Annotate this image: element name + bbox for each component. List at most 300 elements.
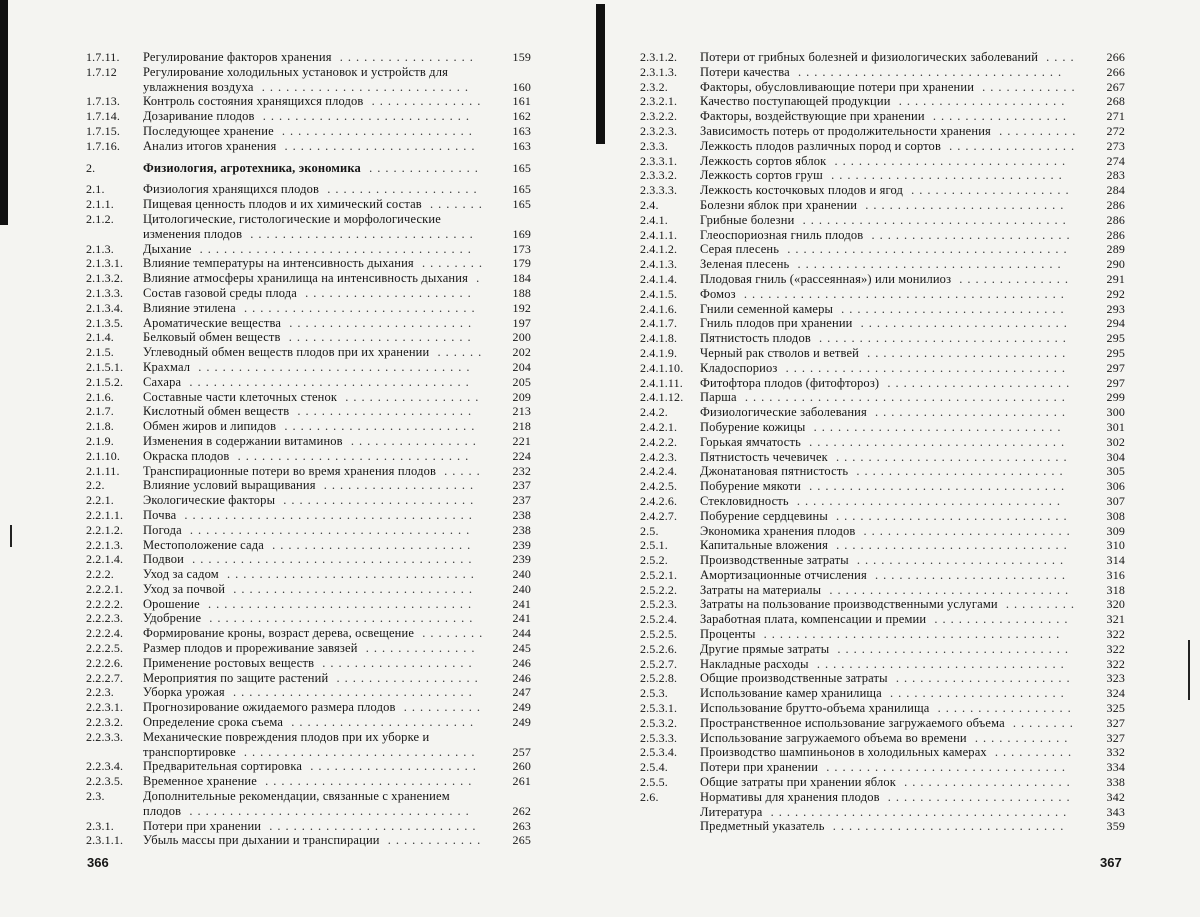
toc-entry-number: 2.4.2.3. [640, 449, 678, 464]
toc-entry-body [700, 450, 1125, 465]
toc-entry [640, 731, 1125, 746]
toc-entry-number: 2.2.3.2. [86, 715, 124, 730]
toc-entry [640, 612, 1125, 627]
toc-entry-number: 2.3.1. [86, 818, 114, 833]
toc-entry-page: 316 [1106, 567, 1125, 582]
toc-entry-body [143, 582, 531, 597]
toc-entry-page: 192 [512, 300, 531, 315]
toc-entry-number: 2.3.2.1. [640, 94, 678, 109]
toc-entry-body [700, 257, 1125, 272]
toc-entry-body [143, 611, 531, 626]
toc-entry-body [700, 686, 1125, 701]
toc-entry-number: 2.4.1.6. [640, 301, 678, 316]
toc-entry-number: 2.1.3.2. [86, 271, 124, 286]
toc-entry [86, 671, 531, 686]
toc-entry-page: 239 [512, 537, 531, 552]
toc-entry-body [143, 161, 531, 176]
toc-entry-title: Лежкость косточковых плодов и ягод [700, 183, 904, 198]
toc-entry-body [143, 124, 531, 139]
toc-entry-page: 241 [512, 611, 531, 626]
toc-entry-number: 2.5.3.4. [640, 745, 678, 760]
toc-entry [640, 790, 1125, 805]
toc-entry-body [700, 819, 1125, 834]
toc-leader-dots: .......................... [261, 818, 481, 833]
toc-entry-page: 204 [512, 359, 531, 374]
toc-entry-number: 2.3.2. [640, 79, 668, 94]
toc-entry [86, 641, 531, 656]
toc-entry-number: 2.4. [640, 197, 659, 212]
toc-entry [86, 656, 531, 671]
toc-leader-dots: ................................... [777, 360, 1070, 375]
toc-entry-number: 1.7.11. [86, 50, 120, 64]
toc-entry-title: Капитальные вложения [700, 538, 828, 553]
toc-leader-dots: ................................... [181, 522, 475, 537]
toc-leader-dots: ................................. [789, 257, 1066, 272]
toc-entry-number: 2.2.2. [86, 567, 114, 582]
toc-entry [640, 642, 1125, 657]
toc-entry-body [700, 65, 1125, 80]
toc-entry [640, 109, 1125, 124]
toc-entry [86, 182, 531, 197]
toc-entry-title: Побурение мякоти [700, 479, 801, 494]
toc-entry-page: 322 [1106, 627, 1125, 642]
toc-entry-body [143, 464, 531, 479]
toc-entry-page: 165 [512, 197, 531, 212]
toc-entry-title: Окраска плодов [143, 448, 230, 463]
toc-entry [86, 345, 531, 360]
toc-entry-title: Подвои [143, 552, 184, 567]
toc-entry-title: Орошение [143, 596, 200, 611]
toc-entry-body [143, 94, 531, 109]
toc-leader-dots: ............................ [242, 226, 478, 241]
toc-entry-number: 2.4.1.11. [640, 375, 683, 390]
toc-leader-dots: ................. [331, 50, 478, 64]
toc-entry-number: 2.4.2.1. [640, 419, 678, 434]
toc-entry [640, 390, 1125, 405]
toc-entry-number: 2.3.3.3. [640, 183, 678, 198]
toc-entry [86, 759, 531, 774]
toc-entry-page: 218 [512, 419, 531, 434]
toc-entry [86, 242, 531, 257]
toc-entry-number: 2.2.3.1. [86, 700, 124, 715]
toc-entry-title: Применение ростовых веществ [143, 655, 315, 670]
toc-entry-title: Почва [143, 507, 177, 522]
toc-leader-dots: ......................... [263, 537, 476, 552]
toc-entry [640, 346, 1125, 361]
toc-leader-dots: ....................... [283, 715, 479, 730]
toc-leader-dots: ........ [414, 626, 488, 641]
toc-leader-dots: ........................ [866, 405, 1071, 420]
toc-entry-body [143, 345, 531, 360]
toc-entry-page: 213 [512, 404, 531, 419]
toc-entry-title: Заработная плата, компенсации и премии [700, 612, 927, 627]
toc-leader-dots: ................................... [779, 242, 1072, 257]
toc-entry-title: Влияние условий выращивания [143, 478, 316, 493]
toc-entry-page: 268 [1106, 94, 1125, 109]
toc-leader-dots: ............................. [827, 508, 1072, 523]
toc-entry-number: 2.4.1.1. [640, 227, 678, 242]
toc-entry-page: 266 [1106, 64, 1125, 79]
toc-entry-title: Лежкость сортов яблок [700, 153, 827, 168]
toc-leader-dots: .......... [986, 745, 1077, 760]
toc-entry-number: 2.5.4. [640, 760, 668, 775]
toc-entry-page: 324 [1106, 686, 1125, 701]
toc-entry-page: 238 [512, 507, 531, 522]
toc-entry-page: 246 [512, 670, 531, 685]
toc-entry-page: 286 [1106, 227, 1125, 242]
toc-entry [86, 774, 531, 789]
toc-entry-number: 2.3. [86, 789, 105, 804]
toc-entry-page: 334 [1106, 760, 1125, 775]
toc-entry-page: 297 [1106, 375, 1125, 390]
toc-leader-dots: ................................. [789, 64, 1067, 79]
toc-entry-number: 2.4.1.7. [640, 316, 678, 331]
toc-entry-body [700, 346, 1125, 361]
toc-entry-body [700, 568, 1125, 583]
toc-entry-page: 239 [512, 552, 531, 567]
toc-leader-dots: ............................. [229, 448, 474, 463]
toc-leader-dots: ................... [315, 478, 479, 493]
toc-entry [640, 331, 1125, 346]
toc-leader-dots: ............................. [235, 300, 480, 315]
toc-entry-title: Уход за почвой [143, 581, 226, 596]
toc-entry [86, 256, 531, 271]
toc-entry-body [700, 553, 1125, 568]
toc-entry-number: 2.4.2.6. [640, 493, 678, 508]
toc-leader-dots: .......................... [852, 316, 1072, 331]
toc-leader-dots: .......................... [256, 774, 477, 789]
toc-entry-number: 2.5.2.3. [640, 597, 678, 612]
toc-entry-number: 2.4.1.5. [640, 286, 678, 301]
toc-entry-title: Лежкость сортов груш [700, 168, 823, 183]
toc-entry-title: Затраты на пользование производственными услугами [700, 597, 998, 612]
toc-leader-dots: ....... [421, 197, 487, 212]
toc-leader-dots: ...... [429, 345, 487, 360]
toc-entry-number: 2.2.3. [86, 685, 114, 700]
toc-leader-dots: ................................ [801, 479, 1070, 494]
toc-entry-page: 308 [1106, 508, 1125, 523]
toc-entry-page: 323 [1106, 671, 1125, 686]
toc-entry-page: 173 [512, 241, 531, 256]
toc-entry-title: Кислотный обмен веществ [143, 404, 290, 419]
toc-entry [86, 611, 531, 626]
toc-entry [86, 65, 531, 95]
toc-entry-page: 179 [512, 256, 531, 271]
toc-entry-title: Пространственное использование загружаемого объема [700, 715, 1005, 730]
toc-entry-number: 2.3.2.3. [640, 123, 678, 138]
toc-entry-page: 327 [1106, 730, 1125, 745]
toc-entry-body [143, 434, 531, 449]
toc-entry-title: Пятнистость чечевичек [700, 449, 828, 464]
toc-entry-page: 165 [512, 182, 531, 197]
toc-entry [640, 568, 1125, 583]
toc-entry-page: 301 [1106, 419, 1125, 434]
toc-entry-number: 1.7.12 [86, 64, 117, 79]
toc-entry-body [143, 597, 531, 612]
toc-entry-title: Проценты [700, 627, 756, 642]
toc-leader-dots: ........................ [276, 419, 480, 434]
toc-entry-title: Затраты на материалы [700, 582, 822, 597]
toc-entry-title: Прогнозирование ожидаемого размера плодов [143, 700, 396, 715]
toc-entry-title: Накладные расходы [700, 656, 809, 671]
toc-entry [86, 819, 531, 834]
toc-entry-body [700, 287, 1125, 302]
toc-entry-page: 286 [1106, 197, 1125, 212]
toc-entry-number: 2.5.1. [640, 538, 668, 553]
toc-entry-number: 2.3.3. [640, 138, 668, 153]
toc-entry-page: 297 [1106, 360, 1125, 375]
toc-entry-body [700, 213, 1125, 228]
toc-leader-dots: ................... [314, 655, 477, 670]
toc-entry-title: Пищевая ценность плодов и их химический состав [143, 197, 422, 212]
toc-entry-body [143, 552, 531, 567]
toc-entry [86, 212, 531, 242]
toc-entry [640, 538, 1125, 553]
toc-entry [640, 450, 1125, 465]
toc-entry-body [700, 671, 1125, 686]
toc-leader-dots: ........................ [866, 567, 1071, 582]
toc-entry-page: 163 [512, 123, 531, 138]
toc-entry-title: Физиология хранящихся плодов [143, 182, 320, 197]
toc-entry-number: 2.1.3.1. [86, 256, 124, 271]
toc-entry-body [700, 405, 1125, 420]
toc-entry-number: 1.7.14. [86, 109, 121, 124]
toc-entry [86, 493, 531, 508]
toc-entry [86, 161, 531, 176]
toc-entry-number: 2.5.2.4. [640, 612, 678, 627]
toc-entry-number: 2.4.2. [640, 405, 668, 420]
toc-entry-title: Погода [143, 522, 182, 537]
toc-entry-title: Другие прямые затраты [700, 641, 830, 656]
toc-leader-dots: ..... [436, 463, 485, 478]
toc-entry-body [143, 730, 531, 760]
toc-entry-page: 332 [1106, 745, 1125, 760]
toc-entry-page: 284 [1106, 183, 1125, 198]
toc-entry-title: Удобрение [143, 611, 202, 626]
toc-entry-number: 2.5.2. [640, 553, 668, 568]
toc-leader-dots: ............................. [827, 538, 1072, 553]
toc-entry [640, 701, 1125, 716]
toc-entry-body [700, 376, 1125, 391]
right-page [600, 0, 1200, 917]
toc-entry-body [143, 360, 531, 375]
toc-entry-title: Болезни яблок при хранении [700, 197, 858, 212]
toc-entry [640, 242, 1125, 257]
toc-entry-number: 2.2.1.4. [86, 552, 124, 567]
toc-entry [86, 124, 531, 139]
toc-leader-dots: ................................... [183, 552, 477, 567]
toc-leader-dots: ..................................... [755, 627, 1065, 642]
toc-entry-number: 2.5.3.2. [640, 715, 678, 730]
toc-entry-number: 2.2.1. [86, 493, 114, 508]
toc-entry [86, 360, 531, 375]
toc-entry-number: 2.1.5.2. [86, 374, 124, 389]
toc-leader-dots: ............ [966, 730, 1073, 745]
toc-entry-body [700, 390, 1125, 405]
toc-entry-number: 2.4.1. [640, 212, 668, 227]
toc-entry [640, 420, 1125, 435]
toc-entry-number: 2.2.2.7. [86, 670, 124, 685]
toc-leader-dots: ................. [337, 389, 484, 404]
toc-entry-body [700, 790, 1125, 805]
toc-entry [640, 50, 1125, 65]
toc-entry-title: Дозаривание плодов [143, 109, 255, 124]
toc-entry-body [143, 759, 531, 774]
toc-entry-number: 2.2.2.3. [86, 611, 124, 626]
toc-entry-title: Побурение сердцевины [700, 508, 828, 523]
toc-entry-number: 2.5.3. [640, 686, 668, 701]
toc-leader-dots: ...................... [887, 671, 1075, 686]
toc-entry-page: 310 [1106, 538, 1125, 553]
toc-leader-dots: ................. [929, 701, 1076, 716]
toc-leader-dots: ........ [413, 256, 487, 271]
toc-leader-dots: .............. [357, 641, 480, 656]
toc-entry [640, 154, 1125, 169]
toc-entry-body [700, 109, 1125, 124]
toc-leader-dots: ..................................... [762, 804, 1072, 819]
toc-entry-body [700, 272, 1125, 287]
toc-entry-title: Физиологические заболевания [700, 405, 867, 420]
toc-leader-dots: ........ [1004, 715, 1078, 730]
toc-entry-number: 2.1.3.3. [86, 285, 124, 300]
toc-entry-body [143, 212, 531, 242]
toc-leader-dots: .......... [990, 123, 1081, 138]
toc-entry-page: 293 [1106, 301, 1125, 316]
toc-entry-page: 169 [512, 226, 531, 241]
toc-entry-page: 247 [512, 685, 531, 700]
toc-entry-title: Использование загружаемого объема во времени [700, 730, 967, 745]
toc-leader-dots: ................................ [800, 434, 1070, 449]
toc-entry-number: 1.7.13. [86, 94, 121, 109]
toc-entry-number: 2.2.2.6. [86, 655, 124, 670]
toc-leader-dots: .............. [360, 160, 483, 175]
toc-leader-dots: ..................... [302, 759, 481, 774]
toc-entry-body [700, 745, 1125, 760]
toc-entry [640, 287, 1125, 302]
toc-leader-dots: ...................... [289, 404, 477, 419]
toc-entry-title: Черный рак стволов и ветвей [700, 345, 860, 360]
toc-entry-number: 2.1.3.5. [86, 315, 124, 330]
toc-entry [640, 198, 1125, 213]
toc-entry-title: Крахмал [143, 359, 191, 374]
toc-entry [86, 375, 531, 390]
toc-entry-title: Влияние этилена [143, 300, 236, 315]
toc-entry-body [700, 198, 1125, 213]
toc-entry-number: 2.3.3.2. [640, 168, 678, 183]
toc-entry-title: Пятнистость плодов [700, 331, 811, 346]
toc-entry-page: 320 [1106, 597, 1125, 612]
toc-entry-body [700, 154, 1125, 169]
toc-leader-dots: .......................... [254, 109, 474, 124]
toc-entry-page: 237 [512, 478, 531, 493]
toc-entry-title: Горькая ямчатость [700, 434, 801, 449]
toc-entry-number: 2.1.3.4. [86, 300, 124, 315]
toc-entry-body [143, 685, 531, 700]
toc-entry [640, 168, 1125, 183]
toc-entry-number: 2.5.2.6. [640, 641, 678, 656]
toc-entry-page: 257 [512, 744, 531, 759]
toc-entry-title: Физиология, агротехника, экономика [143, 160, 361, 175]
toc-entry-number: 2.2.1.3. [86, 537, 124, 552]
toc-entry [86, 508, 531, 523]
toc-entry-title: Зеленая плесень [700, 257, 790, 272]
toc-entry-title: Литература [700, 804, 763, 819]
toc-entry-number: 2.5.2.7. [640, 656, 678, 671]
toc-entry-number: 2.4.2.4. [640, 464, 678, 479]
toc-entry-number: 2.4.1.3. [640, 257, 678, 272]
toc-entry-page: 249 [512, 700, 531, 715]
toc-entry-body [143, 330, 531, 345]
toc-entry-body [143, 404, 531, 419]
toc-leader-dots: ........................ [276, 138, 480, 153]
toc-entry-title: Местоположение сада [143, 537, 264, 552]
toc-entry-body [143, 286, 531, 301]
toc-entry-page: 224 [512, 448, 531, 463]
toc-entry-body [700, 627, 1125, 642]
toc-leader-dots: ................................. [788, 493, 1066, 508]
toc-entry-body [143, 656, 531, 671]
toc-entry-title: Влияние атмосферы хранилища на интенсивность дыхания [143, 271, 468, 286]
toc-entry [86, 109, 531, 124]
toc-entry-title: Общие затраты при хранении яблок [700, 775, 897, 790]
toc-entry [86, 449, 531, 464]
toc-entry-body [700, 642, 1125, 657]
toc-entry-title: Фитофтора плодов (фитофтороз) [700, 375, 880, 390]
toc-entry [640, 302, 1125, 317]
toc-leader-dots: .................................. [190, 359, 475, 374]
toc-entry-body [143, 109, 531, 124]
toc-entry-number: 2.5. [640, 523, 659, 538]
toc-entry-body [700, 716, 1125, 731]
toc-entry-title: Размер плодов и прореживание завязей [143, 641, 358, 656]
toc-entry-page: 263 [512, 818, 531, 833]
toc-entry-title: Экологические факторы [143, 493, 276, 508]
toc-entry-number: 2.3.1.3. [640, 64, 678, 79]
toc-entry-title: Использование брутто-объема хранилища [700, 701, 930, 716]
toc-entry [86, 582, 531, 597]
toc-entry-number: 2.6. [640, 789, 659, 804]
toc-entry-title: Предметный указатель [700, 819, 825, 834]
toc-entry-number: 2.2.3.3. [86, 729, 124, 744]
toc-entry-page: 314 [1106, 553, 1125, 568]
toc-entry-body [700, 420, 1125, 435]
toc-entry-page: 165 [512, 160, 531, 175]
toc-entry-body [700, 583, 1125, 598]
toc-entry-title: Дополнительные рекомендации, связанные с хранением плодов [143, 789, 450, 818]
toc-entry [640, 464, 1125, 479]
toc-entry-title: Факторы, воздействующие при хранении [700, 109, 925, 124]
toc-entry [86, 730, 531, 760]
toc-entry-number: 2.3.1.1. [86, 833, 124, 848]
toc-leader-dots: ................. [926, 612, 1073, 627]
toc-entry-title: Побурение кожицы [700, 419, 806, 434]
toc-leader-dots: ............................. [824, 819, 1069, 834]
toc-entry-title: Серая плесень [700, 242, 780, 257]
toc-entry-page: 300 [1106, 405, 1125, 420]
toc-entry-number: 2.4.2.7. [640, 508, 678, 523]
toc-entry-number: 2.1.5.1. [86, 359, 124, 374]
toc-entry-body [700, 302, 1125, 317]
toc-leader-dots: ............................. [235, 744, 480, 759]
toc-entry-body [700, 139, 1125, 154]
toc-leader-dots: ............................. [826, 153, 1071, 168]
toc-entry [86, 197, 531, 212]
toc-entry-number: 2.5.2.2. [640, 582, 678, 597]
toc-entry-body [700, 775, 1125, 790]
toc-entry-body [700, 612, 1125, 627]
toc-leader-dots: ................... [319, 182, 482, 197]
toc-entry-page: 309 [1106, 523, 1125, 538]
